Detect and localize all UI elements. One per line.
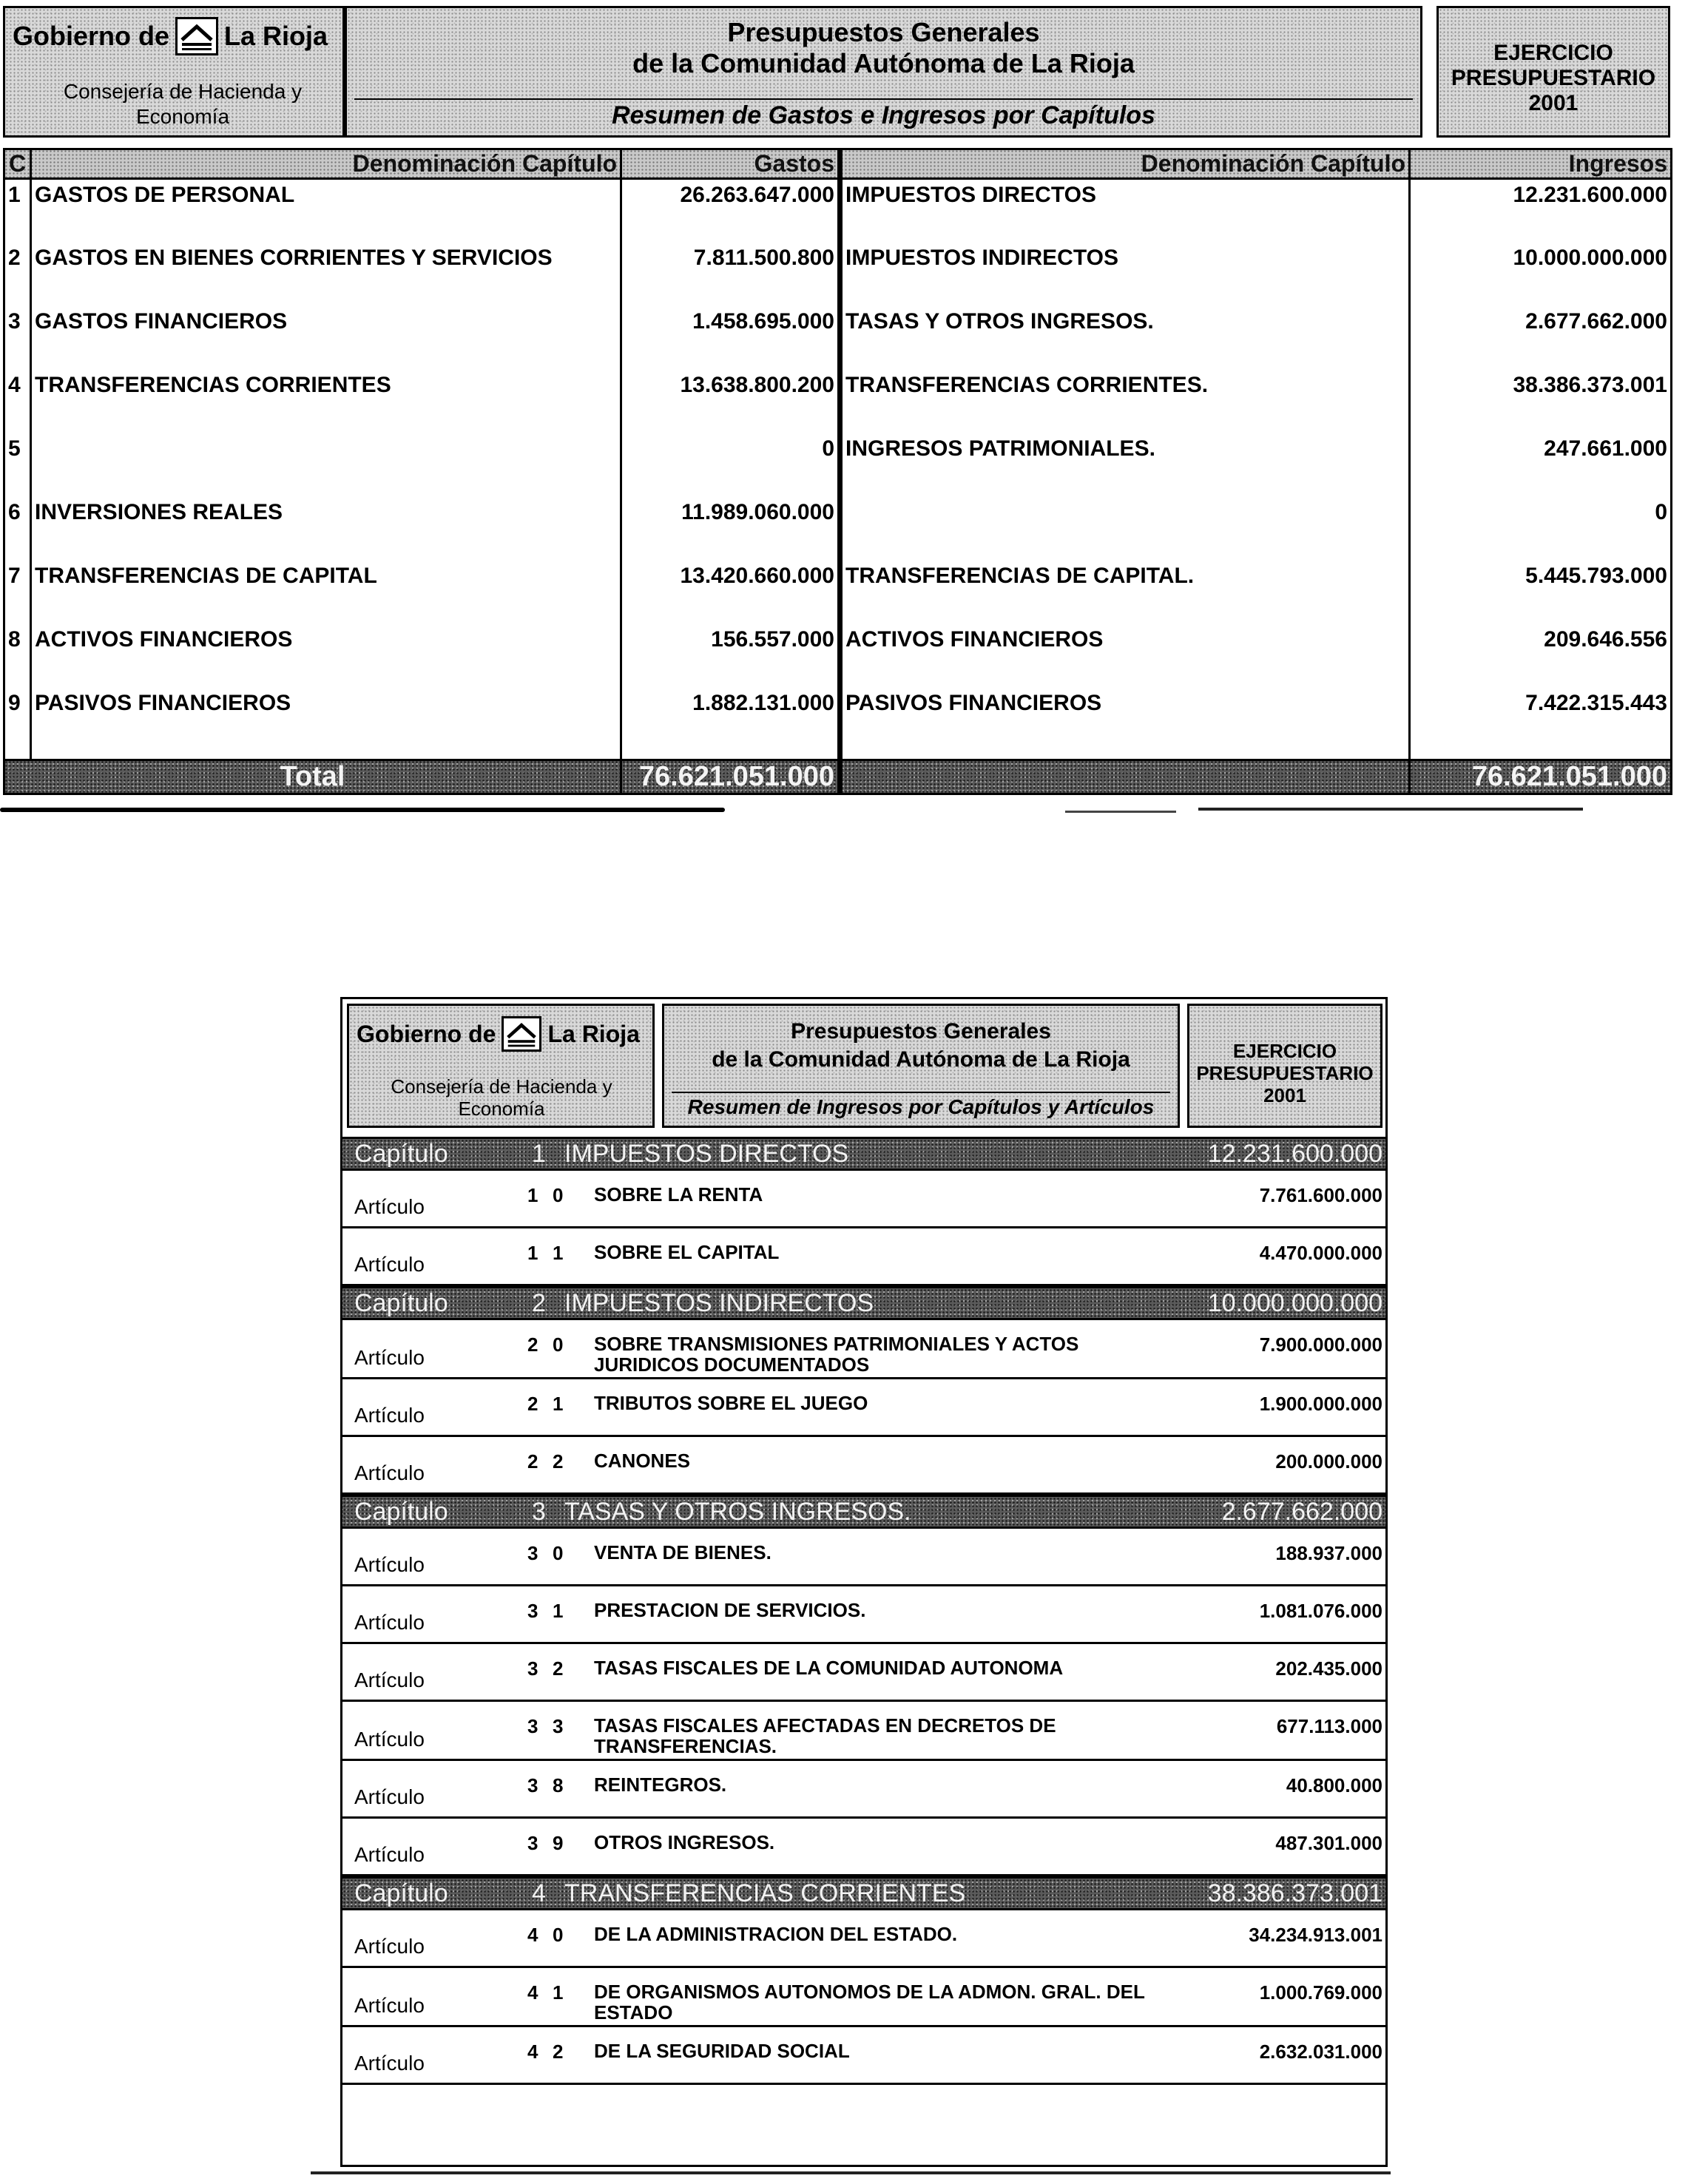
table-row [4, 688, 1672, 751]
article-row [342, 1320, 1385, 1379]
total-row [4, 760, 1672, 794]
article-label: Artículo [354, 1611, 425, 1634]
article-row [342, 1819, 1385, 1876]
total-spacer [840, 760, 1410, 794]
col-header-denom-ingresos: Denominación Capítulo [840, 149, 1410, 179]
article-digit: 1 [553, 1981, 564, 2004]
article-name: REINTEGROS. [594, 1774, 727, 1796]
article-row [342, 1586, 1385, 1644]
article-row [342, 1702, 1385, 1761]
consejeria-label: Consejería de Hacienda y Economía [391, 1075, 612, 1120]
table-row [4, 561, 1672, 624]
cell-chapter-number: 5 [4, 433, 31, 497]
gov-prefix: Gobierno de [13, 21, 170, 51]
document-title: Presupuestos Generales de la Comunidad Autónoma de La Rioja [712, 1019, 1130, 1072]
divider-line [0, 808, 725, 812]
article-chapter-digit: 3 [527, 1657, 538, 1680]
article-amount: 1.081.076.000 [1259, 1600, 1382, 1622]
cell-expense-amount: 156.557.000 [621, 624, 840, 688]
chapter-name: TASAS Y OTROS INGRESOS. [564, 1497, 911, 1526]
article-row [342, 1910, 1385, 1968]
article-row [342, 1437, 1385, 1495]
cell-income-amount: 10.000.000.000 [1410, 243, 1672, 306]
col-header-c: C [4, 149, 31, 179]
cell-expense-amount: 1.882.131.000 [621, 688, 840, 751]
article-row [342, 1379, 1385, 1437]
chapters-articles-list [342, 1137, 1385, 2085]
article-digit: 2 [553, 1657, 564, 1680]
article-digit: 3 [553, 1715, 564, 1737]
cell-income-amount: 7.422.315.443 [1410, 688, 1672, 751]
chapter-row [342, 1876, 1385, 1910]
document-title: Presupuestos Generales de la Comunidad Autónoma de La Rioja [632, 17, 1135, 78]
article-name: PRESTACION DE SERVICIOS. [594, 1599, 866, 1621]
chapter-name: IMPUESTOS DIRECTOS [564, 1139, 849, 1168]
document-subtitle: Resumen de Ingresos por Capítulos y Artículos [672, 1092, 1170, 1120]
article-label: Artículo [354, 1553, 425, 1576]
table-row [4, 179, 1672, 243]
article-name: TRIBUTOS SOBRE EL JUEGO [594, 1392, 868, 1414]
cell-income-name: IMPUESTOS DIRECTOS [840, 179, 1410, 243]
article-name: SOBRE TRANSMISIONES PATRIMONIALES Y ACTOS JURIDICOS DOCUMENTADOS [594, 1333, 1079, 1376]
article-digit: 1 [553, 1242, 564, 1264]
article-chapter-digit: 2 [527, 1393, 538, 1415]
article-amount: 487.301.000 [1275, 1832, 1382, 1854]
col-header-denom-gastos: Denominación Capítulo [31, 149, 621, 179]
article-chapter-digit: 1 [527, 1242, 538, 1264]
article-amount: 34.234.913.001 [1249, 1924, 1382, 1946]
fiscal-year: EJERCICIO PRESUPUESTARIO 2001 [1451, 41, 1656, 115]
article-label: Artículo [354, 1785, 425, 1808]
cell-chapter-number: 9 [4, 688, 31, 751]
article-amount: 1.000.769.000 [1259, 1981, 1382, 2004]
article-chapter-digit: 1 [527, 1184, 538, 1206]
chapter-number: 4 [532, 1879, 546, 1907]
chapter-number: 2 [532, 1288, 546, 1317]
article-amount: 202.435.000 [1275, 1657, 1382, 1680]
cell-income-amount: 0 [1410, 497, 1672, 561]
cell-expense-name: TRANSFERENCIAS CORRIENTES [31, 370, 621, 433]
total-label: Total [4, 760, 621, 794]
article-chapter-digit: 4 [527, 2041, 538, 2063]
cell-expense-amount: 11.989.060.000 [621, 497, 840, 561]
chapter-total: 12.231.600.000 [1207, 1139, 1382, 1168]
chapter-label: Capítulo [354, 1139, 448, 1168]
table-row [4, 370, 1672, 433]
cell-income-amount: 209.646.556 [1410, 624, 1672, 688]
table-row [4, 497, 1672, 561]
article-chapter-digit: 3 [527, 1715, 538, 1737]
cell-expense-name: ACTIVOS FINANCIEROS [31, 624, 621, 688]
government-logo-block [347, 1004, 655, 1128]
chapter-name: IMPUESTOS INDIRECTOS [564, 1288, 874, 1317]
article-digit: 0 [553, 1542, 564, 1564]
chapter-label: Capítulo [354, 1288, 448, 1317]
title-block [345, 6, 1422, 138]
article-digit: 0 [553, 1184, 564, 1206]
article-name: SOBRE LA RENTA [594, 1183, 763, 1206]
cell-chapter-number: 3 [4, 306, 31, 370]
article-name: OTROS INGRESOS. [594, 1831, 775, 1853]
cell-chapter-number: 6 [4, 497, 31, 561]
article-amount: 188.937.000 [1275, 1542, 1382, 1564]
article-label: Artículo [354, 1461, 425, 1484]
article-digit: 1 [553, 1600, 564, 1622]
article-chapter-digit: 3 [527, 1832, 538, 1854]
article-digit: 0 [553, 1333, 564, 1356]
divider-line [311, 2171, 1391, 2174]
chapter-total: 10.000.000.000 [1207, 1288, 1382, 1317]
table-row [4, 243, 1672, 306]
cell-chapter-number: 4 [4, 370, 31, 433]
consejeria-label: Consejería de Hacienda y Economía [63, 80, 303, 128]
cell-chapter-number: 2 [4, 243, 31, 306]
budget-summary-document [3, 6, 1670, 791]
fiscal-year-block [1436, 6, 1670, 138]
la-rioja-logo-icon [175, 17, 218, 55]
article-label: Artículo [354, 1843, 425, 1866]
article-chapter-digit: 2 [527, 1333, 538, 1356]
col-header-ingresos: Ingresos [1410, 149, 1672, 179]
cell-expense-name: GASTOS EN BIENES CORRIENTES Y SERVICIOS [31, 243, 621, 306]
article-digit: 2 [553, 2041, 564, 2063]
article-digit: 9 [553, 1832, 564, 1854]
cell-income-amount: 5.445.793.000 [1410, 561, 1672, 624]
cell-expense-name: TRANSFERENCIAS DE CAPITAL [31, 561, 621, 624]
article-amount: 7.761.600.000 [1259, 1184, 1382, 1206]
article-chapter-digit: 3 [527, 1542, 538, 1564]
government-logo-block [3, 6, 345, 138]
gov-prefix: Gobierno de [357, 1020, 496, 1047]
article-label: Artículo [354, 1346, 425, 1369]
income-detail-document [340, 997, 1388, 2167]
cell-income-name: IMPUESTOS INDIRECTOS [840, 243, 1410, 306]
table-row [4, 306, 1672, 370]
total-income: 76.621.051.000 [1410, 760, 1672, 794]
chapter-total: 38.386.373.001 [1207, 1879, 1382, 1907]
cell-income-name: TRANSFERENCIAS DE CAPITAL. [840, 561, 1410, 624]
article-row [342, 2027, 1385, 2085]
gov-region: La Rioja [547, 1020, 640, 1047]
expenses-income-table [3, 148, 1672, 795]
article-chapter-digit: 4 [527, 1981, 538, 2004]
article-chapter-digit: 3 [527, 1774, 538, 1796]
article-amount: 40.800.000 [1286, 1774, 1382, 1796]
cell-income-amount: 247.661.000 [1410, 433, 1672, 497]
chapter-label: Capítulo [354, 1879, 448, 1907]
article-amount: 1.900.000.000 [1259, 1393, 1382, 1415]
article-amount: 4.470.000.000 [1259, 1242, 1382, 1264]
chapter-row [342, 1286, 1385, 1320]
article-label: Artículo [354, 1935, 425, 1958]
cell-expense-name: INVERSIONES REALES [31, 497, 621, 561]
cell-income-name: TRANSFERENCIAS CORRIENTES. [840, 370, 1410, 433]
table-row [4, 624, 1672, 688]
article-digit: 8 [553, 1774, 564, 1796]
article-label: Artículo [354, 1404, 425, 1427]
cell-chapter-number: 8 [4, 624, 31, 688]
la-rioja-logo-icon [502, 1016, 541, 1052]
cell-income-amount: 12.231.600.000 [1410, 179, 1672, 243]
divider-line [1198, 808, 1583, 811]
article-name: TASAS FISCALES DE LA COMUNIDAD AUTONOMA [594, 1657, 1064, 1679]
title-block [662, 1004, 1180, 1128]
chapter-row [342, 1495, 1385, 1529]
article-digit: 2 [553, 1450, 564, 1473]
article-row [342, 1644, 1385, 1702]
cell-expense-amount: 26.263.647.000 [621, 179, 840, 243]
gov-region: La Rioja [224, 21, 328, 51]
article-amount: 7.900.000.000 [1259, 1333, 1382, 1356]
article-label: Artículo [354, 1669, 425, 1691]
cell-income-name: INGRESOS PATRIMONIALES. [840, 433, 1410, 497]
article-name: DE ORGANISMOS AUTONOMOS DE LA ADMON. GRAL. DEL ESTADO [594, 1981, 1145, 2024]
article-name: CANONES [594, 1450, 691, 1472]
article-amount: 2.632.031.000 [1259, 2041, 1382, 2063]
cell-income-name: PASIVOS FINANCIEROS [840, 688, 1410, 751]
cell-expense-amount: 0 [621, 433, 840, 497]
col-header-gastos: Gastos [621, 149, 840, 179]
cell-expense-name: PASIVOS FINANCIEROS [31, 688, 621, 751]
article-label: Artículo [354, 1253, 425, 1276]
article-name: DE LA ADMINISTRACION DEL ESTADO. [594, 1923, 958, 1945]
document-subtitle: Resumen de Gastos e Ingresos por Capítulos [354, 98, 1413, 129]
cell-income-amount: 38.386.373.001 [1410, 370, 1672, 433]
article-name: SOBRE EL CAPITAL [594, 1241, 780, 1263]
article-chapter-digit: 3 [527, 1600, 538, 1622]
cell-income-name: TASAS Y OTROS INGRESOS. [840, 306, 1410, 370]
fiscal-year-block [1187, 1004, 1382, 1128]
article-row [342, 1171, 1385, 1228]
article-name: DE LA SEGURIDAD SOCIAL [594, 2040, 850, 2062]
article-chapter-digit: 2 [527, 1450, 538, 1473]
cell-chapter-number: 7 [4, 561, 31, 624]
article-row [342, 1968, 1385, 2027]
article-name: VENTA DE BIENES. [594, 1541, 772, 1563]
article-label: Artículo [354, 1728, 425, 1751]
article-digit: 0 [553, 1924, 564, 1946]
cell-income-amount: 2.677.662.000 [1410, 306, 1672, 370]
government-name [13, 17, 328, 55]
chapter-name: TRANSFERENCIAS CORRIENTES [564, 1879, 966, 1907]
article-label: Artículo [354, 2052, 425, 2075]
article-label: Artículo [354, 1994, 425, 2017]
article-digit: 1 [553, 1393, 564, 1415]
table-row [4, 433, 1672, 497]
cell-expense-amount: 13.420.660.000 [621, 561, 840, 624]
article-label: Artículo [354, 1195, 425, 1218]
cell-expense-name: GASTOS FINANCIEROS [31, 306, 621, 370]
cell-income-name [840, 497, 1410, 561]
cell-expense-amount: 7.811.500.800 [621, 243, 840, 306]
article-amount: 200.000.000 [1275, 1450, 1382, 1473]
fiscal-year: EJERCICIO PRESUPUESTARIO 2001 [1196, 1040, 1374, 1106]
article-chapter-digit: 4 [527, 1924, 538, 1946]
divider-line [1065, 811, 1176, 813]
article-row [342, 1529, 1385, 1586]
article-row [342, 1228, 1385, 1286]
chapter-total: 2.677.662.000 [1221, 1497, 1382, 1526]
chapter-number: 1 [532, 1139, 546, 1168]
chapter-label: Capítulo [354, 1497, 448, 1526]
cell-income-name: ACTIVOS FINANCIEROS [840, 624, 1410, 688]
cell-chapter-number: 1 [4, 179, 31, 243]
cell-expense-name: GASTOS DE PERSONAL [31, 179, 621, 243]
cell-expense-amount: 13.638.800.200 [621, 370, 840, 433]
government-name [357, 1016, 640, 1052]
cell-expense-name [31, 433, 621, 497]
table-header-row [4, 149, 1672, 179]
article-name: TASAS FISCALES AFECTADAS EN DECRETOS DE TRANSFERENCIAS. [594, 1714, 1056, 1757]
cell-expense-amount: 1.458.695.000 [621, 306, 840, 370]
article-amount: 677.113.000 [1276, 1715, 1382, 1737]
chapter-number: 3 [532, 1497, 546, 1526]
spacer-row [4, 751, 1672, 760]
total-expenses: 76.621.051.000 [621, 760, 840, 794]
chapter-row [342, 1137, 1385, 1171]
article-row [342, 1761, 1385, 1819]
